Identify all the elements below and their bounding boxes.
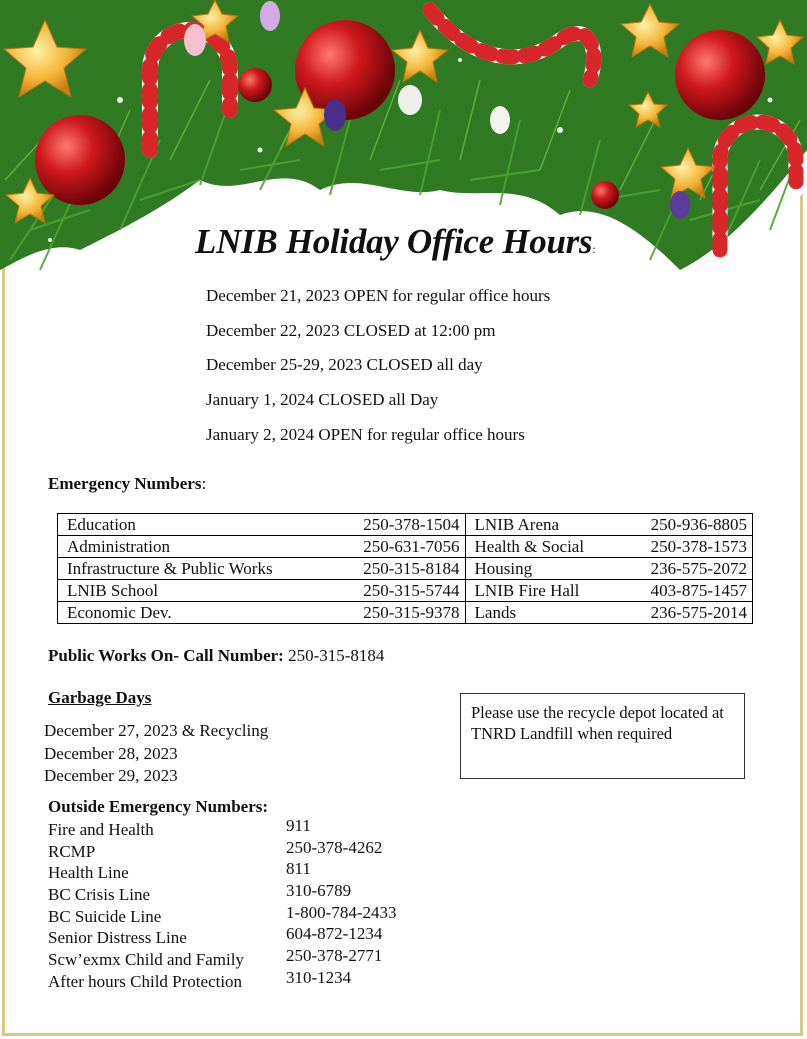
service-name: Scw’exmx Child and Family	[48, 950, 244, 970]
service-name: BC Suicide Line	[48, 906, 162, 926]
contact-name: Lands	[465, 602, 614, 624]
contact-number: 250-315-9378	[326, 602, 465, 624]
service-name: RCMP	[48, 841, 96, 861]
contact-name: Health & Social	[465, 536, 614, 558]
hours-item: December 25-29, 2023 CLOSED all day	[206, 355, 483, 375]
contact-number: 250-378-1504	[326, 514, 465, 536]
outside-emergency-heading: Outside Emergency Numbers:	[48, 797, 269, 816]
contact-number: 236-575-2014	[614, 602, 753, 624]
service-number: 1-800-784-2433	[286, 902, 397, 922]
contact-number: 250-936-8805	[614, 514, 753, 536]
garbage-days-heading: Garbage Days	[48, 688, 152, 707]
holiday-hours-list	[206, 285, 550, 458]
contact-number: 250-315-5744	[326, 580, 465, 602]
public-works-number: 250-315-8184	[288, 646, 385, 665]
contact-name: Economic Dev.	[58, 602, 327, 624]
service-name: Senior Distress Line	[48, 928, 187, 948]
emergency-row	[58, 536, 753, 558]
contact-number: 250-315-8184	[326, 558, 465, 580]
garbage-day: December 28, 2023	[44, 743, 178, 763]
service-number: 911	[286, 816, 311, 835]
contact-name: Housing	[465, 558, 614, 580]
recycle-note-box: Please use the recycle depot located at TNRD Landfill when required	[460, 693, 745, 779]
emergency-row	[58, 514, 753, 536]
service-name: Health Line	[48, 863, 129, 883]
hours-item: January 2, 2024 OPEN for regular office hours	[206, 424, 525, 444]
emergency-row	[58, 580, 753, 602]
garbage-days-list	[44, 720, 268, 788]
contact-name: Education	[58, 514, 327, 536]
hours-item: December 21, 2023 OPEN for regular office hours	[206, 286, 551, 305]
service-number: 310-1234	[286, 967, 352, 987]
emergency-row	[58, 558, 753, 580]
contact-number: 250-631-7056	[326, 536, 465, 558]
service-name: Fire and Health	[48, 820, 154, 839]
service-number: 310-6789	[286, 881, 352, 901]
service-number: 250-378-2771	[286, 946, 383, 966]
contact-name: LNIB Arena	[465, 514, 614, 536]
service-name: BC Crisis Line	[48, 885, 151, 905]
emergency-row	[58, 602, 753, 624]
public-works-line: Public Works On- Call Number: 250-315-8184	[48, 646, 385, 665]
contact-name: LNIB School	[58, 580, 327, 602]
service-number: 250-378-4262	[286, 837, 383, 857]
contact-name: Administration	[58, 536, 327, 558]
service-number: 811	[286, 859, 311, 879]
service-number: 604-872-1234	[286, 924, 383, 944]
garbage-day: December 27, 2023 & Recycling	[44, 721, 269, 740]
contact-number: 403-875-1457	[614, 580, 753, 602]
service-name: After hours Child Protection	[48, 971, 243, 991]
emergency-numbers-heading: Emergency Numbers:	[48, 474, 207, 493]
hours-item: December 22, 2023 CLOSED at 12:00 pm	[206, 320, 496, 340]
hours-item: January 1, 2024 CLOSED all Day	[206, 390, 439, 410]
contact-name: Infrastructure & Public Works	[58, 558, 327, 580]
contact-name: LNIB Fire Hall	[465, 580, 614, 602]
page-title: LNIB Holiday Office Hours:	[195, 222, 596, 261]
contact-number: 236-575-2072	[614, 558, 753, 580]
emergency-numbers-table	[57, 513, 753, 624]
garbage-day: December 29, 2023	[44, 766, 178, 785]
contact-number: 250-378-1573	[614, 536, 753, 558]
